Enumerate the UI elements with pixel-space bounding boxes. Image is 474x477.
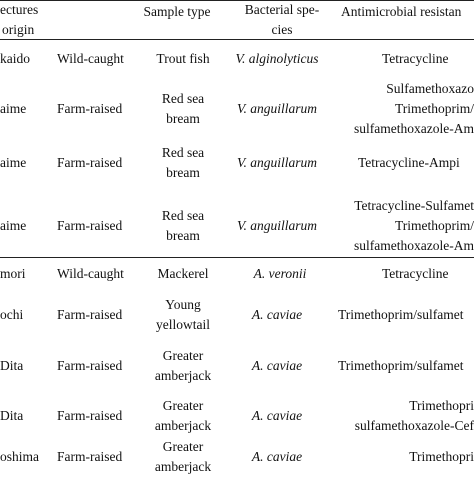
prefecture-cell: aime	[0, 155, 27, 170]
prefecture-cell: aime	[0, 218, 27, 233]
species-cell: V. anguillarum	[236, 101, 318, 116]
origin-cell: Wild-caught	[57, 266, 124, 281]
origin-cell: Farm-raised	[57, 155, 123, 170]
header-bacterial-species: Bacterial spe- cies	[244, 2, 320, 37]
origin-cell: Farm-raised	[57, 307, 123, 322]
sample-type-cell: Greater amberjack	[154, 348, 212, 383]
species-cell: A. caviae	[251, 307, 303, 322]
sample-type-cell: Red sea bream	[161, 208, 205, 243]
sample-type-cell: Greater amberjack	[154, 439, 212, 474]
resistance-cell: Trimethoprim/sulfamet	[338, 307, 464, 322]
resistance-cell: Tetracycline-Ampi	[358, 155, 460, 170]
origin-cell: Farm-raised	[57, 408, 123, 423]
header-prefecture: ectures origin	[0, 2, 39, 37]
prefecture-cell: kaido	[0, 51, 30, 66]
origin-cell: Farm-raised	[57, 218, 123, 233]
species-cell: V. anguillarum	[236, 218, 318, 233]
resistance-cell: Trimethoprim/sulfamet	[338, 358, 464, 373]
prefecture-cell: oshima	[0, 449, 39, 464]
resistance-cell: Trimethopri sulfamethoxazole-Cef	[354, 398, 474, 433]
prefecture-cell: Dita	[0, 358, 24, 373]
header-antimicrobial-resistance: Antimicrobial resistan	[341, 4, 462, 19]
species-cell: A. caviae	[251, 408, 303, 423]
sample-type-cell: Trout fish	[156, 51, 210, 66]
sample-type-cell: Red sea bream	[161, 91, 205, 126]
species-cell: V. alginolyticus	[235, 51, 319, 66]
species-cell: A. veronii	[253, 266, 307, 281]
prefecture-cell: Dita	[0, 408, 24, 423]
prefecture-cell: ochi	[0, 307, 24, 322]
sample-type-cell: Greater amberjack	[154, 398, 212, 433]
sample-type-cell: Mackerel	[157, 266, 209, 281]
origin-cell: Farm-raised	[57, 449, 123, 464]
resistance-cell: Tetracycline	[382, 51, 449, 66]
header-bottom-rule	[0, 39, 474, 40]
section-divider-rule	[0, 257, 474, 258]
sample-type-cell: Red sea bream	[161, 145, 205, 180]
header-sample-type: Sample type	[143, 4, 211, 19]
species-cell: V. anguillarum	[236, 155, 318, 170]
species-cell: A. caviae	[251, 358, 303, 373]
origin-cell: Farm-raised	[57, 358, 123, 373]
header-top-rule	[0, 0, 474, 1]
resistance-cell: Tetracycline-Sulfamet Trimethoprim/ sulfamethoxazole-Am	[354, 198, 474, 253]
origin-cell: Wild-caught	[57, 51, 124, 66]
resistance-cell: Trimethopri	[409, 449, 474, 464]
prefecture-cell: mori	[0, 266, 26, 281]
resistance-cell: Tetracycline	[382, 266, 449, 281]
resistance-cell: Sulfamethoxazo Trimethoprim/ sulfamethoxazole-Am	[354, 81, 474, 136]
origin-cell: Farm-raised	[57, 101, 123, 116]
species-cell: A. caviae	[251, 449, 303, 464]
prefecture-cell: aime	[0, 101, 27, 116]
sample-type-cell: Young yellowtail	[156, 297, 210, 332]
